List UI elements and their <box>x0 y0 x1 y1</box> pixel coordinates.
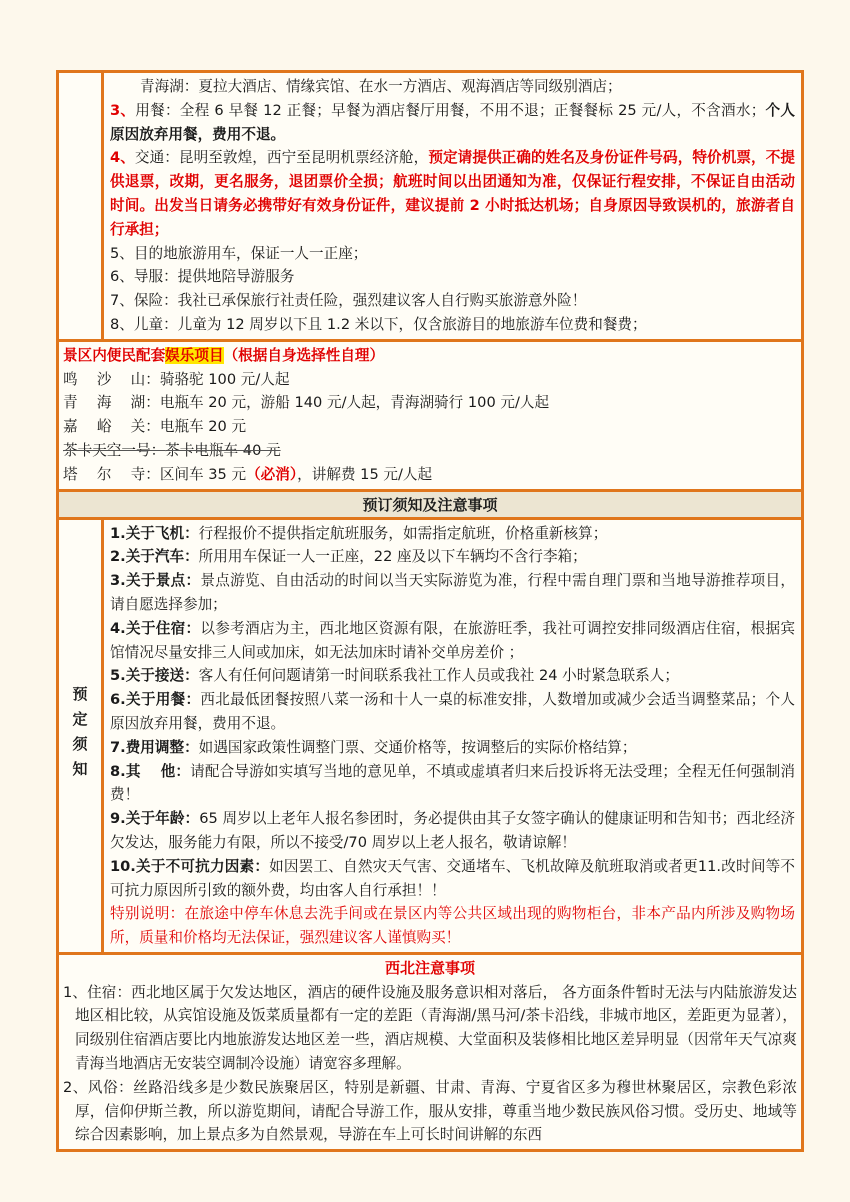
services-section <box>59 73 801 342</box>
booking-side-cell <box>59 520 104 952</box>
booking-header-row <box>59 492 801 520</box>
booking-body <box>104 520 801 952</box>
northwest-section <box>59 955 801 1149</box>
booking-section <box>59 520 801 955</box>
booking-special-note: 特别说明：在旅途中停车休息去洗手间或在景区内等公共区域出现的购物柜台，非本产品内所涉及购物场所，质量和价格均无法保证，强烈建议客人谨慎购买！ <box>110 905 795 947</box>
services-body <box>104 73 801 339</box>
booking-item-force-majeure: 10.关于不可抗力因素：如因罢工、自然灾天气害、交通堵车、飞机故障及航班取消或者更11.改时间等不可抗力原因所引致的额外费，均由客人自行承担！！ <box>110 857 795 899</box>
extras-section <box>59 342 801 492</box>
northwest-lodging: 1、住宿：西北地区属于欠发达地区，酒店的硬件设施及服务意识相对落后， 各方面条件暂时无法与内陆旅游发达地区相比较，从宾馆设施及饭菜质量都有一定的差距（青海湖/黑马河/茶卡沿线，非城市地区，差距更为显著），同级别住宿酒店要比内地旅游发达地区差一些，酒店规模、大堂面积及装修相比地区差异明显（因常年天气凉爽青海当地酒店无安装空调制冷设施）请宽容多理解。 <box>63 983 797 1073</box>
insurance-item: 7、保险：我社已承保旅行社责任险，强烈建议客人自行购买旅游意外险！ <box>110 292 587 310</box>
meal-item: 3、用餐：全程 6 早餐 12 正餐；早餐为酒店餐厅用餐，不用不退；正餐餐标 25 元/人，不含酒水；个人原因放弃用餐，费用不退。 <box>110 101 795 143</box>
booking-item-transfer: 5.关于接送：客人有任何问题请第一时间联系我社工作人员或我社 24 小时紧急联系人； <box>110 667 679 685</box>
extras-row-taer: 塔 尔 寺：区间车 35 元（必消），讲解费 15 元/人起 <box>63 465 433 483</box>
extras-row-jiayu: 嘉 峪 关：电瓶车 20 元 <box>63 418 247 436</box>
northwest-header: 西北注意事项 <box>384 958 475 977</box>
booking-item-age: 9.关于年龄：65 周岁以上老年人报名参团时，务必提供由其子女签字确认的健康证明和告知书；西北经济欠发达，服务能力有限，所以不接受/70 周岁以上老人报名，敬请谅解！ <box>110 810 795 851</box>
extras-body <box>59 342 801 489</box>
booking-header: 预订须知及注意事项 <box>59 492 801 517</box>
guide-item: 6、导服：提供地陪导游服务 <box>110 268 295 286</box>
booking-side-label: 预定须知 <box>70 685 89 786</box>
hotel-line: 青海湖：夏拉大酒店、情缘宾馆、在水一方酒店、观海酒店等同级别酒店； <box>140 78 622 95</box>
extras-title: 景区内便民配套娱乐项目（根据自身选择性自理） <box>63 346 385 364</box>
itinerary-sheet <box>56 70 804 1152</box>
booking-item-hotel: 4.关于住宿：以参考酒店为主，西北地区资源有限，在旅游旺季，我社可调控安排同级酒店住宿，根据宾馆情况尽量安排三人间或加床，如无法加床时请补交单房差价 ； <box>110 619 795 661</box>
booking-item-meals: 6.关于用餐：西北最低团餐按照八菜一汤和十人一桌的标准安排，人数增加或减少会适当调整菜品；个人原因放弃用餐，费用不退。 <box>110 691 795 732</box>
booking-item-sights: 3.关于景点：景点游览、自由活动的时间以当天实际游览为准，行程中需自理门票和当地导游推荐项目，请自愿选择参加； <box>110 572 795 613</box>
extras-row-mingsha: 鸣 沙 山：骑骆驼 100 元/人起 <box>63 370 290 388</box>
extras-row-chaka: 茶卡天空一号：茶卡电瓶车 40 元 <box>63 441 281 459</box>
services-side-cell <box>59 73 104 339</box>
children-item: 8、儿童：儿童为 12 周岁以下且 1.2 米以下，仅含旅游目的地旅游车位费和餐费； <box>110 315 647 333</box>
booking-item-other: 8.其 他：请配合导游如实填写当地的意见单，不填或虚填者归来后投诉将无法受理；全程无任何强制消费！ <box>110 762 795 804</box>
vehicle-item: 5、目的地旅游用车，保证一人一正座； <box>110 244 368 262</box>
booking-item-fees: 7.费用调整：如遇国家政策性调整门票、交通价格等，按调整后的实际价格结算； <box>110 738 637 756</box>
northwest-body <box>59 955 801 1149</box>
booking-item-flight: 1.关于飞机：行程报价不提供指定航班服务，如需指定航班，价格重新核算； <box>110 524 608 542</box>
booking-item-car: 2.关于汽车：所用用车保证一人一正座，22 座及以下车辆均不含行李箱； <box>110 548 587 566</box>
extras-row-qinghai: 青 海 湖：电瓶车 20 元，游船 140 元/人起，青海湖骑行 100 元/人起 <box>63 394 550 412</box>
northwest-customs: 2、风俗：丝路沿线多是少数民族聚居区，特别是新疆、甘肃、青海、宁夏省区多为穆世林聚居区，宗教色彩浓厚，信仰伊斯兰教，所以游览期间，请配合导游工作，服从安排，尊重当地少数民族风俗习惯。受历史、地域等综合因素影响，加上景点多为自然景观，导游在车上可长时间讲解的东西 <box>63 1078 797 1144</box>
transport-item: 4、交通：昆明至敦煌，西宁至昆明机票经济舱，预定请提供正确的姓名及身份证件号码，特价机票，不提供退票，改期，更名服务，退团票价全损；航班时间以出团通知为准，仅保证行程安排，不保证自由活动时间。出发当日请务必携带好有效身份证件，建议提前 2 小时抵达机场；自身原因导致误机的，旅游者自行承担； <box>110 149 795 238</box>
